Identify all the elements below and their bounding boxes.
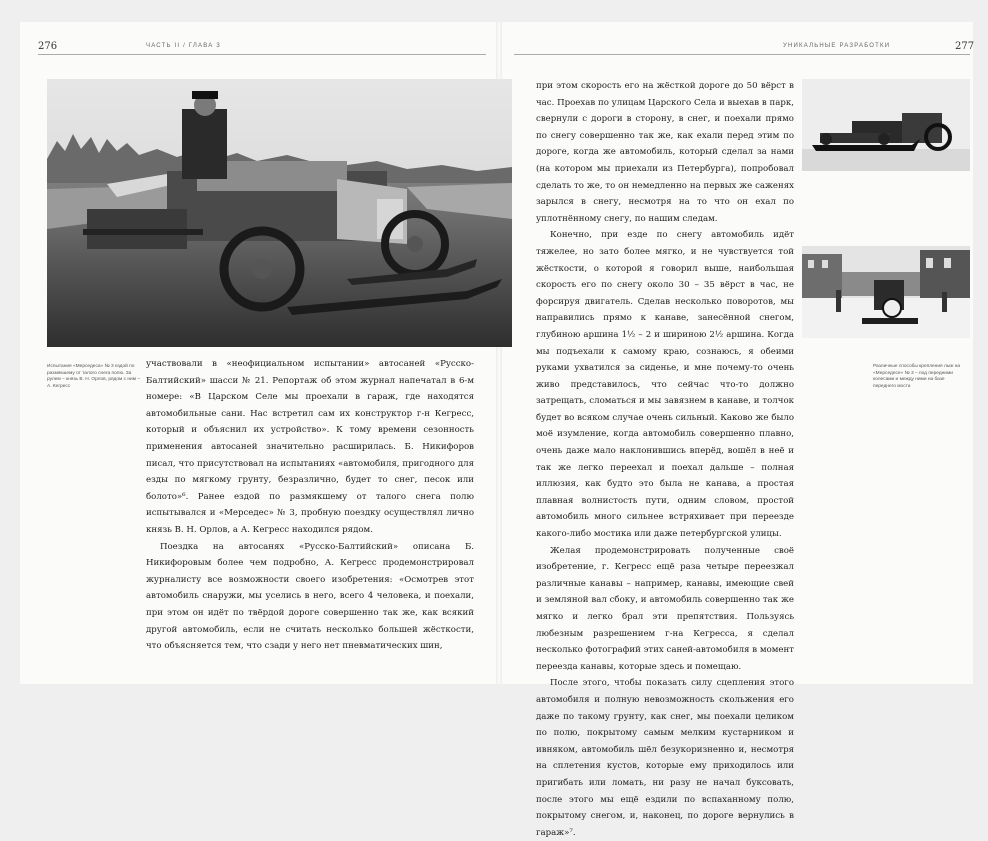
photo-car-skis-side-view	[802, 79, 970, 171]
photo-car-skis-front-view	[802, 246, 970, 338]
right-paragraph-1: при этом скорость его на жёсткой дороге до 50 вёрст в час. Проехав по улицам Царского Села и выехав в парк, свернули с дороги в сторону, в снег, и поехали прямо по снегу совершенно так же, как ехали перед этим по дороге, когда же автомобиль, который сделал за нами (на котором мы приехали из Петербурга), попробовал сделать то же, то он немедленно на первых же саженях зарылся в снегу, несмотря на то что он ехал по уплотнённому снегу, по нашим следам.	[536, 81, 794, 224]
right-text-column	[536, 78, 794, 841]
left-paragraph-2: Поездка на автосанях «Русско-Балтийский» описана Б. Никифоровым более чем подробно, А. Кегресс продемонстрировал журналисту все возможности своего изобретения: «Осмотрев этот автомобиль снаружи, мы уселись в него, всего 4 человека, и поехали, при этом он идёт по твёрдой дороге совершенно так же, как всякий другой автомобиль, если не считать несколько большей жёсткости, что объясняется тем, что сзади у него нет пневматических шин,	[146, 541, 474, 652]
main-photo-mercedes-on-field	[47, 79, 512, 347]
right-paragraph-3: Желая продемонстрировать полученные своё изобретение, г. Кегресс ещё раза четыре переезжал различные канавы – например, канавы, имеющие свей и земляной вал сбоку, и автомобиль совершенно так же мягко и легко брал эти препятствия. Пользуясь любезным разрешением г-на Кегресса, я сделал несколько фотографий этих саней-автомобиля в момент переезда канавы, которые здесь и помещаю.	[536, 545, 794, 672]
left-running-head: ЧАСТЬ II / ГЛАВА 3	[146, 43, 221, 49]
right-page-number: 277	[955, 41, 975, 52]
right-running-head: УНИКАЛЬНЫЕ РАЗРАБОТКИ	[783, 43, 891, 49]
left-header-rule	[38, 54, 486, 55]
right-paragraph-2: Конечно, при езде по снегу автомобиль идёт тяжелее, но зато более мягко, и не чувствуется той жёсткости, о которой я говорил выше, наибольшая скорость его по снегу около 30 – 35 вёрст в час, не форсируя двигатель. Сделав несколько поворотов, мы направились прямо к канаве, занесённой снегом, глубиною аршина 1½ – 2 и шириною 2½ аршина. Когда мы подъехали к самому краю, сознаюсь, я обеими руками ухватился за сиденье, и мне почему-то очень живо представилось, что сейчас что-то должно затрещать, сломаться и мы завязнем в канаве, и толчок будет во всяком случае очень сильный. Каково же было моё изумление, когда автомобиль совершенно плавно, очень даже мало наклонившись вперёд, вошёл в неё и так же легко переехал и поехал дальше – полная иллюзия, как будто это была не канава, а простая плавная волнистость пути, одним словом, простой автомобиль много сильнее встряхивает при переезде какого-либо мостика или даже петербургской улицы.	[536, 230, 794, 540]
right-paragraph-4: После этого, чтобы показать силу сцепления этого автомобиля и полную невозможность скольжения его даже по такому грунту, как снег, мы поехали целиком по полю, покрытому самым мелким кустарником и ивняком, автомобиль шёл безукоризненно и, несмотря на сплетения кустов, которые ему приходилось или пригибать или ломать, ни разу не начал буксовать, после этого мы ещё ездили по вспаханному полю, покрытому снегом, и, наконец, по дороге вернулись в гараж»⁷.	[536, 678, 794, 838]
left-paragraph-1: участвовали в «неофициальном испытании» автосаней «Русско-Балтийский» шасси № 21. Репортаж об этом журнал напечатал в 6-м номере: «В Царском Селе мы проехали в гараж, где находятся автомобильные сани. Нас встретил сам их конструктор г-н Кегресс, который и объяснил их устройство». К тому времени сезонность применения автосаней значительно расширилась. Б. Никифоров писал, что присутствовал на испытаниях «автомобиля, пригодного для езды по мягкому грунту, безразлично, будет то снег, песок или болото»⁶. Ранее ездой по размякшему от талого снега полю испытывался и «Мерседес» № 3, пробную поездку осуществлял лично князь В. Н. Орлов, а А. Кегресс находился рядом.	[146, 359, 474, 535]
left-page-number: 276	[38, 41, 58, 52]
left-text-column	[146, 356, 474, 655]
right-photo-caption: Различные способы крепления лыж на «Мерседесе» № 3 – под передними колесами и между ними на базе переднего моста	[873, 364, 961, 389]
left-photo-caption: Испытания «Мерседеса» № 3 ездой по размякшему от талого снега полю. За рулем – князь В. Н. Орлов, рядом с ним – А. Кегресс	[47, 364, 141, 389]
right-header-rule	[514, 54, 970, 55]
